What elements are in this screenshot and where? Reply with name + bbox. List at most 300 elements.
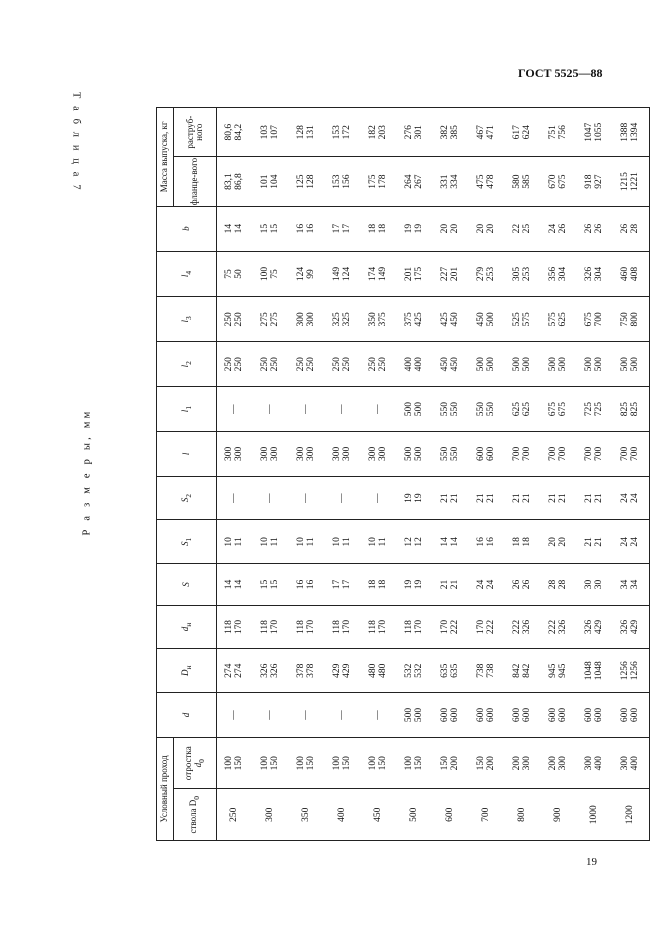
cell-barrel-d0: 600 bbox=[433, 789, 469, 841]
cell-value: 11 bbox=[306, 537, 316, 547]
header-l2-sym: l bbox=[179, 364, 190, 368]
cell-l1 bbox=[613, 387, 650, 432]
cell-b bbox=[613, 206, 650, 251]
cell-dn bbox=[505, 605, 541, 649]
cell-value: 250 bbox=[296, 357, 307, 372]
cell-value: 100 bbox=[404, 756, 415, 771]
cell-value: 450 bbox=[476, 312, 487, 327]
cell-value: 20 bbox=[440, 223, 451, 234]
cell-value: 617 bbox=[512, 125, 523, 140]
cell-value: 227 bbox=[440, 266, 451, 282]
cell-value: 10 bbox=[224, 537, 235, 547]
cell-m-flange bbox=[541, 157, 577, 206]
cell-s2 bbox=[505, 476, 541, 520]
cell-value: 500 bbox=[630, 357, 640, 372]
cell-value: 24 bbox=[486, 579, 496, 590]
dimensions-caption: Р а з м е р ы, мм bbox=[81, 408, 93, 536]
cell-value: 10 bbox=[368, 537, 379, 547]
cell-d bbox=[289, 693, 325, 738]
cell-value: 10 bbox=[260, 537, 271, 547]
cell-value: 700 bbox=[620, 446, 631, 462]
cell-m-socket bbox=[541, 108, 577, 157]
cell-value: 700 bbox=[594, 312, 604, 327]
cell-l1 bbox=[253, 387, 289, 432]
cell-value: 300 bbox=[306, 312, 316, 327]
cell-value: 222 bbox=[512, 619, 523, 635]
cell-value: 24 bbox=[476, 579, 487, 590]
cell-value: 500 bbox=[620, 357, 631, 372]
cell-value: 375 bbox=[378, 312, 388, 327]
cell-value: 326 bbox=[260, 663, 271, 678]
cell-m-flange bbox=[325, 157, 361, 206]
cell-value: 500 bbox=[522, 357, 532, 372]
cell-value: 471 bbox=[486, 125, 496, 140]
cell-barrel-d0: 800 bbox=[505, 789, 541, 841]
cell-value: — bbox=[301, 493, 312, 503]
cell-s2 bbox=[325, 476, 361, 520]
cell-value: 945 bbox=[548, 663, 559, 678]
cell-dn bbox=[397, 649, 433, 693]
cell-value: 400 bbox=[594, 756, 604, 771]
cell-value: 175 bbox=[414, 266, 424, 282]
cell-value: 26 bbox=[558, 223, 568, 234]
cell-value: — bbox=[265, 404, 276, 414]
cell-value: 80,6 bbox=[224, 123, 235, 141]
cell-value: 675 bbox=[584, 312, 595, 327]
cell-value: 600 bbox=[440, 707, 451, 723]
cell-b bbox=[433, 206, 469, 251]
cell-value: 264 bbox=[404, 174, 415, 189]
header-l3-sub: 3 bbox=[183, 316, 193, 321]
cell-value: 326 bbox=[584, 619, 595, 635]
cell-value: 250 bbox=[306, 357, 316, 372]
cell-value: 725 bbox=[584, 401, 595, 417]
cell-barrel-d0: 1000 bbox=[577, 789, 613, 841]
cell-value: 300 bbox=[296, 312, 307, 327]
cell-dn bbox=[541, 649, 577, 693]
cell-l2 bbox=[577, 342, 613, 387]
cell-value: 100 bbox=[260, 756, 271, 771]
cell-value: 425 bbox=[414, 312, 424, 327]
cell-dn bbox=[217, 605, 254, 649]
cell-l bbox=[577, 431, 613, 476]
cell-value: 25 bbox=[522, 223, 532, 234]
cell-value: 174 bbox=[368, 266, 379, 282]
cell-value: 26 bbox=[594, 223, 604, 234]
cell-s2 bbox=[577, 476, 613, 520]
cell-l4 bbox=[433, 251, 469, 297]
cell-l2 bbox=[253, 342, 289, 387]
header-s2-sym: S bbox=[179, 497, 190, 503]
cell-barrel-d0: 500 bbox=[397, 789, 433, 841]
cell-b bbox=[469, 206, 505, 251]
cell-value: 14 bbox=[234, 579, 244, 590]
cell-value: 825 bbox=[620, 401, 631, 417]
cell-value: — bbox=[229, 493, 240, 503]
cell-value: 700 bbox=[558, 446, 568, 462]
cell-value: 103 bbox=[260, 125, 271, 140]
table-row bbox=[505, 108, 541, 841]
cell-dn bbox=[325, 649, 361, 693]
header-l3-sym: l bbox=[179, 320, 190, 323]
cell-value: 350 bbox=[368, 312, 379, 327]
cell-value: 300 bbox=[224, 446, 235, 462]
cell-value: 250 bbox=[368, 357, 379, 372]
cell-value: 19 bbox=[414, 579, 424, 590]
cell-value: 50 bbox=[234, 269, 244, 279]
cell-l2 bbox=[325, 342, 361, 387]
cell-dn bbox=[433, 605, 469, 649]
cell-value: 150 bbox=[414, 756, 424, 771]
header-d-sym: d bbox=[180, 712, 191, 718]
cell-d bbox=[613, 693, 650, 738]
header-l1-sym: l bbox=[179, 409, 190, 413]
cell-s2 bbox=[613, 476, 650, 520]
cell-l1 bbox=[433, 387, 469, 432]
cell-l1 bbox=[289, 387, 325, 432]
cell-value: 19 bbox=[404, 493, 415, 503]
cell-value: 19 bbox=[404, 223, 415, 234]
cell-l1 bbox=[325, 387, 361, 432]
cell-value: 842 bbox=[512, 663, 523, 678]
cell-value: 16 bbox=[296, 223, 307, 234]
cell-value: 300 bbox=[296, 446, 307, 462]
cell-value: 1215 bbox=[620, 172, 631, 192]
cell-l bbox=[613, 431, 650, 476]
cell-value: 500 bbox=[404, 446, 415, 462]
cell-value: 1047 bbox=[584, 122, 595, 142]
cell-value: — bbox=[337, 404, 348, 414]
cell-value: 100 bbox=[368, 756, 379, 771]
cell-value: 334 bbox=[450, 174, 460, 189]
table-row bbox=[469, 108, 505, 841]
cell-value: 356 bbox=[548, 266, 559, 282]
cell-value: 429 bbox=[332, 663, 343, 678]
cell-value: 635 bbox=[450, 663, 460, 678]
cell-value: 675 bbox=[558, 401, 568, 417]
cell-value: 385 bbox=[450, 125, 460, 140]
cell-s1 bbox=[325, 520, 361, 564]
header-s-sym: S bbox=[180, 582, 191, 587]
cell-l1 bbox=[469, 387, 505, 432]
cell-value: 101 bbox=[260, 174, 271, 189]
cell-value: 18 bbox=[378, 579, 388, 590]
cell-s2 bbox=[469, 476, 505, 520]
cell-value: 16 bbox=[306, 223, 316, 234]
header-d bbox=[157, 693, 217, 738]
cell-value: 118 bbox=[404, 620, 415, 634]
cell-value: 21 bbox=[594, 493, 604, 503]
cell-value: 150 bbox=[378, 756, 388, 771]
cell-value: 128 bbox=[306, 174, 316, 189]
cell-value: 128 bbox=[296, 125, 307, 140]
cell-dn bbox=[253, 605, 289, 649]
cell-value: — bbox=[373, 710, 384, 720]
cell-barrel-d0: 300 bbox=[253, 789, 289, 841]
cell-b bbox=[253, 206, 289, 251]
cell-s bbox=[505, 564, 541, 605]
cell-value: 14 bbox=[440, 537, 451, 547]
cell-value: 178 bbox=[378, 174, 388, 189]
cell-value: 26 bbox=[584, 223, 595, 234]
table-row bbox=[541, 108, 577, 841]
cell-value: 300 bbox=[342, 446, 352, 462]
cell-value: 635 bbox=[440, 663, 451, 678]
header-dn-inner-sub: н bbox=[183, 622, 193, 627]
cell-value: 400 bbox=[630, 756, 640, 771]
cell-l3 bbox=[577, 297, 613, 342]
cell-s1 bbox=[541, 520, 577, 564]
cell-value: 18 bbox=[368, 579, 379, 590]
cell-value: 250 bbox=[378, 357, 388, 372]
cell-s1 bbox=[361, 520, 397, 564]
cell-value: 300 bbox=[368, 446, 379, 462]
cell-value: 500 bbox=[414, 707, 424, 723]
cell-value: 500 bbox=[414, 446, 424, 462]
cell-s1 bbox=[289, 520, 325, 564]
cell-l bbox=[361, 431, 397, 476]
cell-value: 1388 bbox=[620, 122, 631, 142]
table-row bbox=[361, 108, 397, 841]
cell-value: 17 bbox=[332, 579, 343, 590]
cell-l3 bbox=[469, 297, 505, 342]
header-branch-sym: d bbox=[192, 762, 203, 768]
cell-m-socket bbox=[361, 108, 397, 157]
cell-value: 10 bbox=[296, 537, 307, 547]
page-number: 19 bbox=[586, 856, 597, 868]
cell-barrel-d0: 350 bbox=[289, 789, 325, 841]
cell-value: 1256 bbox=[630, 661, 640, 681]
cell-d bbox=[577, 693, 613, 738]
cell-m-flange bbox=[253, 157, 289, 206]
cell-value: 325 bbox=[342, 312, 352, 327]
cell-value: 12 bbox=[414, 537, 424, 547]
cell-value: 600 bbox=[450, 707, 460, 723]
cell-barrel-d0: 700 bbox=[469, 789, 505, 841]
cell-s bbox=[217, 564, 254, 605]
cell-d0 bbox=[253, 737, 289, 789]
cell-value: 276 bbox=[404, 125, 415, 140]
cell-value: — bbox=[265, 493, 276, 503]
header-nominal-group: Условный проход bbox=[157, 737, 174, 840]
cell-dn bbox=[469, 649, 505, 693]
cell-s bbox=[397, 564, 433, 605]
cell-value: 700 bbox=[548, 446, 559, 462]
cell-value: 600 bbox=[476, 446, 487, 462]
cell-value: 725 bbox=[594, 401, 604, 417]
cell-value: 274 bbox=[234, 663, 244, 678]
cell-value: 118 bbox=[260, 620, 271, 634]
cell-value: 11 bbox=[342, 537, 352, 547]
cell-l3 bbox=[397, 297, 433, 342]
cell-value: 118 bbox=[368, 620, 379, 634]
cell-value: 131 bbox=[306, 125, 316, 140]
cell-value: 153 bbox=[332, 174, 343, 189]
header-barrel-text: ствола D bbox=[188, 799, 199, 834]
cell-value: 300 bbox=[332, 446, 343, 462]
cell-value: 153 bbox=[332, 125, 343, 140]
cell-value: 14 bbox=[224, 579, 235, 590]
cell-value: 500 bbox=[404, 707, 415, 723]
cell-value: 15 bbox=[270, 223, 280, 234]
cell-value: 17 bbox=[332, 223, 343, 234]
cell-value: 26 bbox=[512, 579, 523, 590]
cell-value: 18 bbox=[368, 223, 379, 234]
cell-l1 bbox=[361, 387, 397, 432]
cell-d bbox=[433, 693, 469, 738]
cell-s bbox=[361, 564, 397, 605]
cell-s2 bbox=[397, 476, 433, 520]
cell-value: 375 bbox=[404, 312, 415, 327]
cell-value: 16 bbox=[306, 579, 316, 590]
cell-s2 bbox=[433, 476, 469, 520]
cell-value: 12 bbox=[404, 537, 415, 547]
cell-value: 100 bbox=[296, 756, 307, 771]
cell-l2 bbox=[613, 342, 650, 387]
cell-value: 580 bbox=[512, 174, 523, 189]
cell-value: 18 bbox=[522, 537, 532, 547]
cell-value: 21 bbox=[440, 579, 451, 590]
cell-d bbox=[361, 693, 397, 738]
cell-b bbox=[541, 206, 577, 251]
cell-value: 170 bbox=[414, 619, 424, 635]
cell-l3 bbox=[217, 297, 254, 342]
cell-value: 500 bbox=[486, 312, 496, 327]
cell-value: 100 bbox=[260, 266, 271, 282]
cell-value: 14 bbox=[224, 223, 235, 234]
table-row bbox=[253, 108, 289, 841]
cell-value: 222 bbox=[486, 619, 496, 635]
cell-l3 bbox=[433, 297, 469, 342]
cell-value: 478 bbox=[486, 174, 496, 189]
cell-l3 bbox=[361, 297, 397, 342]
cell-value: 575 bbox=[548, 312, 559, 327]
cell-value: 500 bbox=[558, 357, 568, 372]
cell-l3 bbox=[325, 297, 361, 342]
cell-d bbox=[325, 693, 361, 738]
cell-value: 21 bbox=[486, 493, 496, 503]
cell-dn bbox=[613, 605, 650, 649]
cell-s1 bbox=[397, 520, 433, 564]
header-flange: фланце-вого bbox=[174, 157, 217, 206]
header-l2-sub: 2 bbox=[183, 361, 193, 365]
cell-value: 21 bbox=[558, 493, 568, 503]
cell-l3 bbox=[253, 297, 289, 342]
cell-l bbox=[217, 431, 254, 476]
cell-value: 600 bbox=[512, 707, 523, 723]
cell-value: 26 bbox=[522, 579, 532, 590]
cell-l4 bbox=[289, 251, 325, 297]
cell-value: 16 bbox=[476, 537, 487, 547]
cell-value: 450 bbox=[450, 357, 460, 372]
cell-value: 738 bbox=[476, 663, 487, 678]
cell-value: 250 bbox=[234, 312, 244, 327]
cell-value: 550 bbox=[440, 401, 451, 417]
cell-l1 bbox=[217, 387, 254, 432]
cell-value: 842 bbox=[522, 663, 532, 678]
cell-value: 21 bbox=[440, 493, 451, 503]
cell-l bbox=[505, 431, 541, 476]
cell-value: 600 bbox=[630, 707, 640, 723]
cell-value: 274 bbox=[224, 663, 235, 678]
cell-d0 bbox=[613, 737, 650, 789]
cell-value: 550 bbox=[440, 446, 451, 462]
rotated-table bbox=[156, 107, 640, 841]
cell-value: 118 bbox=[296, 620, 307, 634]
header-s1 bbox=[157, 520, 217, 564]
cell-l1 bbox=[505, 387, 541, 432]
cell-value: 300 bbox=[620, 756, 631, 771]
cell-value: 150 bbox=[476, 756, 487, 771]
cell-value: 500 bbox=[486, 357, 496, 372]
cell-value: 585 bbox=[522, 174, 532, 189]
cell-value: 532 bbox=[404, 663, 415, 678]
cell-value: 670 bbox=[548, 174, 559, 189]
cell-d bbox=[541, 693, 577, 738]
cell-value: 300 bbox=[558, 756, 568, 771]
cell-s2 bbox=[217, 476, 254, 520]
cell-value: 21 bbox=[522, 493, 532, 503]
cell-l4 bbox=[541, 251, 577, 297]
table-row bbox=[217, 108, 254, 841]
cell-value: 304 bbox=[594, 266, 604, 282]
cell-value: 150 bbox=[342, 756, 352, 771]
cell-d bbox=[397, 693, 433, 738]
header-s bbox=[157, 564, 217, 605]
cell-value: — bbox=[229, 404, 240, 414]
cell-value: 480 bbox=[368, 663, 379, 678]
header-branch-text: отростка bbox=[183, 746, 194, 781]
cell-value: 18 bbox=[378, 223, 388, 234]
cell-l bbox=[289, 431, 325, 476]
cell-dn bbox=[289, 605, 325, 649]
cell-value: 326 bbox=[584, 266, 595, 282]
cell-value: 550 bbox=[476, 401, 487, 417]
cell-value: — bbox=[337, 710, 348, 720]
table-row bbox=[397, 108, 433, 841]
cell-b bbox=[577, 206, 613, 251]
cell-value: 19 bbox=[414, 223, 424, 234]
cell-value: 400 bbox=[414, 357, 424, 372]
cell-l bbox=[433, 431, 469, 476]
cell-value: 300 bbox=[306, 446, 316, 462]
cell-value: 700 bbox=[522, 446, 532, 462]
cell-value: 1048 bbox=[584, 661, 595, 681]
cell-value: 325 bbox=[332, 312, 343, 327]
cell-d bbox=[253, 693, 289, 738]
cell-value: 300 bbox=[584, 756, 595, 771]
cell-l3 bbox=[541, 297, 577, 342]
cell-value: 10 bbox=[332, 537, 343, 547]
cell-l2 bbox=[217, 342, 254, 387]
cell-barrel-d0: 400 bbox=[325, 789, 361, 841]
cell-value: 20 bbox=[486, 223, 496, 234]
cell-value: 16 bbox=[296, 579, 307, 590]
header-barrel bbox=[174, 789, 217, 841]
cell-value: 30 bbox=[594, 579, 604, 590]
table-row bbox=[433, 108, 469, 841]
cell-value: 927 bbox=[594, 174, 604, 189]
cell-value: 408 bbox=[630, 266, 640, 282]
cell-value: 400 bbox=[404, 357, 415, 372]
cell-dn bbox=[397, 605, 433, 649]
cell-value: 86,8 bbox=[234, 173, 244, 190]
cell-value: 738 bbox=[486, 663, 496, 678]
header-barrel-sub: 0 bbox=[191, 795, 201, 800]
cell-value: — bbox=[301, 404, 312, 414]
cell-value: 200 bbox=[548, 756, 559, 771]
cell-dn bbox=[433, 649, 469, 693]
